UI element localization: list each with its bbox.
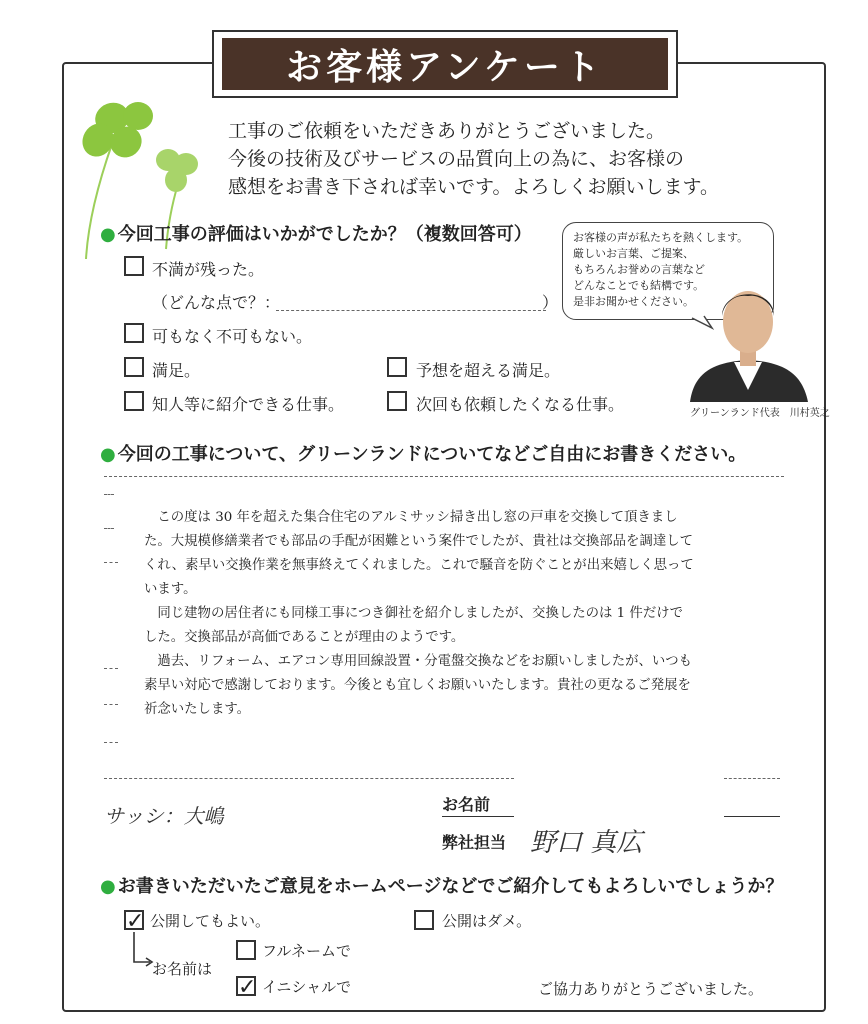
comment-bottom-line xyxy=(104,778,514,779)
option-repeat: 次回も依頼したくなる仕事。 xyxy=(416,395,625,414)
margin-dash xyxy=(104,704,118,705)
intro-line-2: 今後の技術及びサービスの品質向上の為に、お客様の xyxy=(228,148,685,170)
option-public-ng: 公開はダメ。 xyxy=(442,912,532,930)
margin-dash xyxy=(104,494,114,495)
margin-dash xyxy=(104,668,118,669)
q1-heading-text: 今回工事の評価はいかがでしたか？（複数回答可） xyxy=(117,224,532,245)
bullet-icon: ● xyxy=(100,876,116,897)
bubble-line: 厳しいお言葉、ご提案、 xyxy=(573,247,694,260)
bubble-line: もちろんお誉めの言葉など xyxy=(573,263,705,276)
comment-top-line xyxy=(104,476,784,477)
margin-dash xyxy=(104,742,118,743)
comment-line: 同じ建物の居住者にも同様工事につき御社を紹介しましたが、交換したのは 1 件だけで xyxy=(157,606,683,621)
comment-line: 祈念いたします。 xyxy=(144,702,251,717)
option-dissatisfied: 不満が残った。 xyxy=(152,260,265,279)
checkbox-satisfied[interactable] xyxy=(124,357,144,377)
title-box xyxy=(212,30,678,98)
comment-line: した。交換部品が高価であることが理由のようです。 xyxy=(144,630,465,645)
q3-heading-text: お書きいただいたご意見をホームページなどでご紹介してもよろしいでしょうか？ xyxy=(117,876,784,897)
q1-heading xyxy=(100,220,532,246)
option-recommend: 知人等に紹介できる仕事。 xyxy=(152,395,345,414)
option-full-name: フルネームで xyxy=(262,942,351,960)
check-mark-icon: ✓ xyxy=(238,975,257,1000)
checkbox-repeat[interactable] xyxy=(387,391,407,411)
q3-heading xyxy=(100,872,783,898)
staff-handwritten: 野口 真広 xyxy=(530,828,643,858)
q2-heading-text: 今回の工事について、グリーンランドについてなどご自由にお書きください。 xyxy=(117,444,747,465)
representative-photo xyxy=(684,272,812,402)
bubble-line: どんなことでも結構です。 xyxy=(573,279,705,292)
option-public-ok: 公開してもよい。 xyxy=(150,912,271,930)
checkbox-full-name[interactable] xyxy=(236,940,256,960)
comment-line: 過去、リフォーム、エアコン専用回線設置・分電盤交換などをお願いしましたが、いつも xyxy=(157,654,693,669)
checkbox-public-ng[interactable] xyxy=(414,910,434,930)
comment-line: 素早い対応で感謝しております。今後とも宜しくお願いいたします。貴社の更なるご発展を xyxy=(144,678,691,693)
option-neutral: 可もなく不可もない。 xyxy=(152,327,313,346)
name-is-label: お名前は xyxy=(152,960,213,978)
detail-open: （どんな点で？： xyxy=(152,293,281,312)
checkbox-initials[interactable] xyxy=(236,975,257,1000)
q2-heading xyxy=(100,440,746,466)
representative-caption: グリーンランド代表 川村英之 xyxy=(690,408,830,419)
checkbox-beyond-expectation[interactable] xyxy=(387,357,407,377)
name-underline-right[interactable] xyxy=(724,816,780,817)
checkbox-dissatisfied[interactable] xyxy=(124,256,144,276)
bullet-icon: ● xyxy=(100,444,116,465)
page-title: お客様アンケート xyxy=(222,38,668,90)
intro-line-3: 感想をお書き下されば幸いです。よろしくお願いします。 xyxy=(228,176,719,198)
checkbox-public-ok[interactable] xyxy=(124,909,145,934)
bullet-icon: ● xyxy=(100,224,116,245)
comment-body[interactable] xyxy=(144,506,764,722)
option-beyond-expectation: 予想を超える満足。 xyxy=(416,361,561,380)
option-initials: イニシャルで xyxy=(262,978,352,996)
detail-close: ） xyxy=(542,293,559,312)
option-satisfied: 満足。 xyxy=(152,361,201,380)
checkbox-recommend[interactable] xyxy=(124,391,144,411)
comment-bottom-line-right xyxy=(724,778,780,779)
bubble-line: 是非お聞かせください。 xyxy=(573,295,694,308)
checkbox-neutral[interactable] xyxy=(124,323,144,343)
comment-line: この度は 30 年を超えた集合住宅のアルミサッシ掃き出し窓の戸車を交換して頂きまし xyxy=(157,510,678,525)
intro-line-1: 工事のご依頼をいただきありがとうございました。 xyxy=(228,120,666,142)
margin-dash xyxy=(104,562,118,563)
bubble-line: お客様の声が私たちを熱くします。 xyxy=(573,231,749,244)
comment-line: くれ、素早い交換作業を無事終えてくれました。これで騒音を防ぐことが出来嬉しく思って xyxy=(144,558,694,573)
margin-dash xyxy=(104,528,114,529)
name-label: お名前 xyxy=(442,795,491,814)
name-underline xyxy=(442,816,514,817)
comment-line: た。大規模修繕業者でも部品の手配が困難という案件でしたが、貴社は交換部品を調達して xyxy=(144,534,694,549)
detail-line[interactable] xyxy=(276,310,546,311)
check-mark-icon: ✓ xyxy=(126,909,145,934)
thanks-text: ご協力ありがとうございました。 xyxy=(538,980,764,998)
comment-line: います。 xyxy=(144,582,197,597)
staff-label: 弊社担当 xyxy=(442,833,507,852)
handwritten-note: サッシ：大嶋 xyxy=(104,804,224,828)
